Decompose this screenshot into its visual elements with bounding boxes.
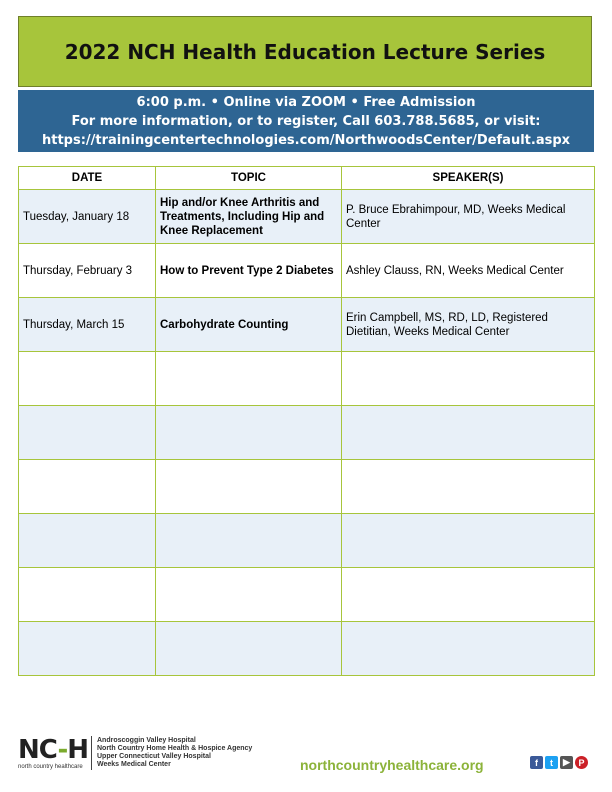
hospital-list: [97, 737, 252, 769]
social-icons: [530, 756, 588, 769]
column-header-topic: TOPIC: [156, 167, 342, 190]
website-link[interactable]: northcountryhealthcare.org: [300, 757, 484, 773]
page-title: 2022 NCH Health Education Lecture Series: [64, 39, 546, 64]
speaker-cell: Erin Campbell, MS, RD, LD, Registered Dietitian, Weeks Medical Center: [342, 298, 595, 352]
table-row: [19, 622, 595, 676]
topic-cell: [156, 568, 342, 622]
twitter-icon[interactable]: t: [545, 756, 558, 769]
topic-cell: Hip and/or Knee Arthritis and Treatments, Including Hip and Knee Replacement: [156, 190, 342, 244]
date-cell: Thursday, February 3: [19, 244, 156, 298]
topic-cell: Carbohydrate Counting: [156, 298, 342, 352]
youtube-icon[interactable]: ▶: [560, 756, 573, 769]
facebook-icon[interactable]: f: [530, 756, 543, 769]
table-row: [19, 352, 595, 406]
hospital-name: Upper Connecticut Valley Hospital: [97, 753, 211, 760]
nch-logo-mark: [18, 734, 88, 770]
hospital-name: Weeks Medical Center: [97, 761, 171, 768]
column-header-date: DATE: [19, 167, 156, 190]
speaker-cell: [342, 460, 595, 514]
info-line-url[interactable]: https://trainingcentertechnologies.com/NorthwoodsCenter/Default.aspx: [41, 133, 571, 148]
table-row: [19, 514, 595, 568]
speaker-cell: [342, 514, 595, 568]
table-row: [19, 244, 595, 298]
table-row: [19, 406, 595, 460]
nch-logo: [18, 736, 252, 770]
table-row: [19, 568, 595, 622]
info-banner: [18, 90, 594, 152]
date-cell: [19, 514, 156, 568]
table-row: [19, 190, 595, 244]
speaker-cell: [342, 352, 595, 406]
speaker-cell: P. Bruce Ebrahimpour, MD, Weeks Medical Center: [342, 190, 595, 244]
topic-cell: [156, 514, 342, 568]
topic-cell: How to Prevent Type 2 Diabetes: [156, 244, 342, 298]
topic-cell: [156, 352, 342, 406]
date-cell: [19, 406, 156, 460]
date-cell: Thursday, March 15: [19, 298, 156, 352]
date-cell: [19, 352, 156, 406]
table-header-row: [19, 167, 595, 190]
hospital-name: North Country Home Health & Hospice Agency: [97, 745, 253, 752]
speaker-cell: [342, 568, 595, 622]
lecture-schedule-table: [18, 166, 595, 676]
pinterest-icon[interactable]: P: [575, 756, 588, 769]
speaker-cell: [342, 622, 595, 676]
table-row: [19, 298, 595, 352]
topic-cell: [156, 460, 342, 514]
title-banner: [18, 16, 592, 87]
speaker-cell: Ashley Clauss, RN, Weeks Medical Center: [342, 244, 595, 298]
info-line-time: 6:00 p.m. • Online via ZOOM • Free Admission: [136, 95, 476, 110]
date-cell: [19, 568, 156, 622]
topic-cell: [156, 622, 342, 676]
nch-logo-letters: NC-H: [18, 734, 88, 765]
speaker-cell: [342, 406, 595, 460]
hospital-name: Androscoggin Valley Hospital: [97, 737, 196, 744]
logo-divider: [91, 736, 92, 770]
date-cell: Tuesday, January 18: [19, 190, 156, 244]
column-header-speaker: SPEAKER(S): [342, 167, 595, 190]
date-cell: [19, 460, 156, 514]
nch-logo-tagline: north country healthcare: [18, 763, 83, 770]
info-line-register: For more information, or to register, Call 603.788.5685, or visit:: [71, 114, 541, 129]
table-row: [19, 460, 595, 514]
date-cell: [19, 622, 156, 676]
topic-cell: [156, 406, 342, 460]
